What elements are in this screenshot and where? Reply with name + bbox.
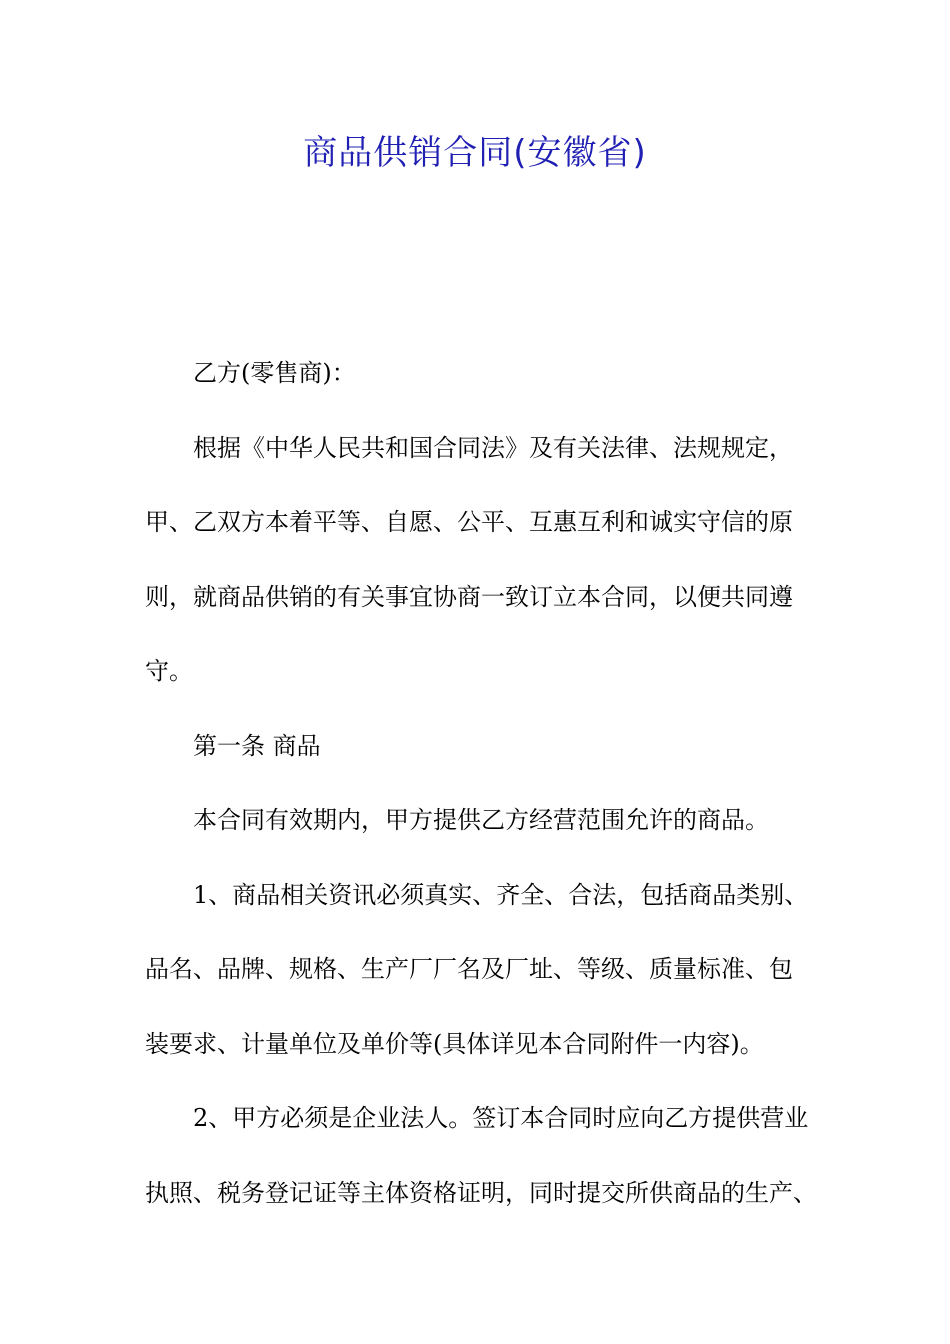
paragraph-line: 根据《中华人民共和国合同法》及有关法律、法规规定， bbox=[193, 433, 793, 462]
paragraph-line: 装要求、计量单位及单价等(具体详见本合同附件一内容)。 bbox=[145, 1029, 764, 1058]
paragraph-retailer bbox=[145, 336, 825, 411]
article-heading bbox=[145, 709, 825, 784]
document-title: 商品供销合同(安徽省) bbox=[303, 133, 647, 173]
paragraph-line: 乙方(零售商)： bbox=[193, 359, 356, 387]
paragraph-legal-basis bbox=[145, 411, 825, 709]
paragraph-line: 2、甲方必须是企业法人。签订本合同时应向乙方提供营业 bbox=[193, 1104, 809, 1132]
paragraph-line: 品名、品牌、规格、生产厂厂名及厂址、等级、质量标准、包 bbox=[145, 955, 793, 983]
paragraph-line: 本合同有效期内，甲方提供乙方经营范围允许的商品。 bbox=[193, 806, 769, 834]
paragraph-scope bbox=[145, 783, 825, 858]
clause-1 bbox=[145, 858, 825, 1082]
clause-2 bbox=[145, 1081, 825, 1230]
paragraph-line: 则，就商品供销的有关事宜协商一致订立本合同，以便共同遵 bbox=[145, 582, 793, 611]
paragraph-line: 甲、乙双方本着平等、自愿、公平、互惠互利和诚实守信的原 bbox=[145, 508, 793, 536]
paragraph-line: 执照、税务登记证等主体资格证明，同时提交所供商品的生产、 bbox=[145, 1178, 817, 1207]
paragraph-line: 第一条 商品 bbox=[193, 731, 321, 760]
paragraph-line: 守。 bbox=[145, 657, 193, 685]
document-body bbox=[145, 336, 825, 1230]
paragraph-line: 1、商品相关资讯必须真实、齐全、合法，包括商品类别、 bbox=[193, 880, 809, 909]
